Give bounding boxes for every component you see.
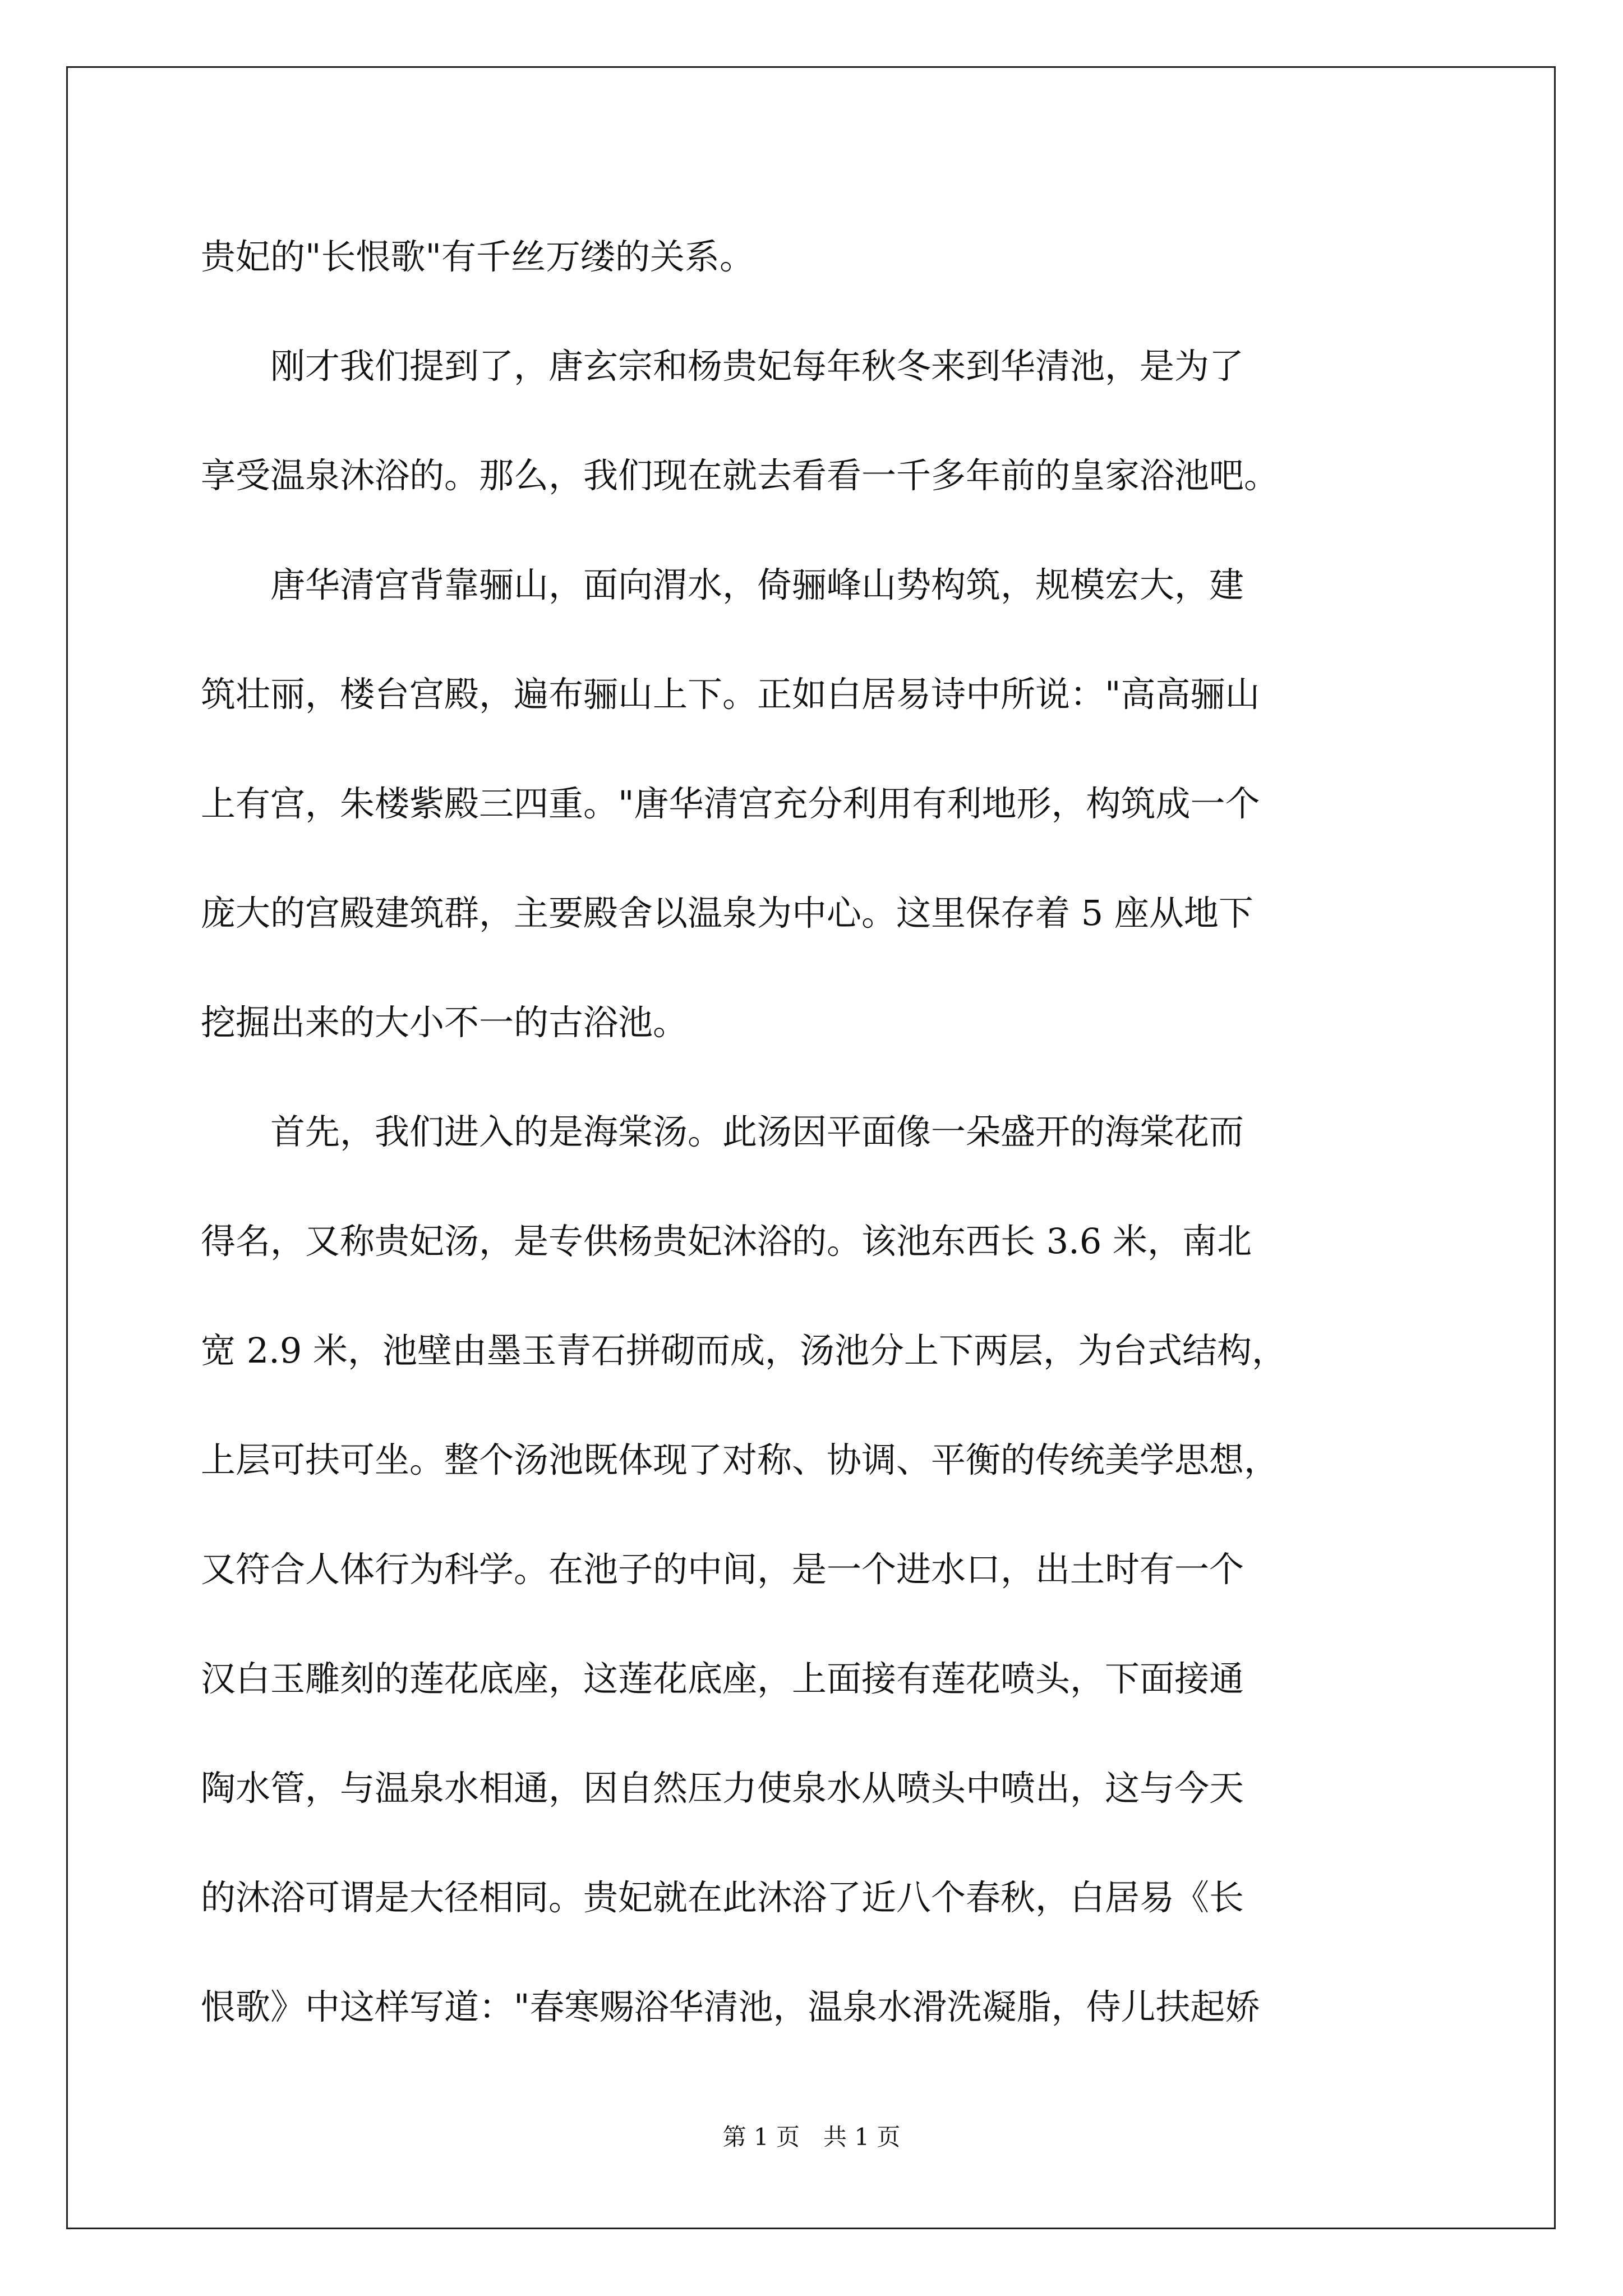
text-line: 得名，又称贵妃汤，是专供杨贵妃沐浴的。该池东西长 3.6 米，南北 [201,1221,1252,1262]
text-line: 唐华清宫背靠骊山，面向渭水，倚骊峰山势构筑，规模宏大，建 [201,564,1244,605]
text-line: 上有宫，朱楼紫殿三四重。"唐华清宫充分利用有利地形，构筑成一个 [201,783,1260,824]
text-line: 享受温泉沐浴的。那么，我们现在就去看看一千多年前的皇家浴池吧。 [201,455,1279,496]
text-line: 刚才我们提到了，唐玄宗和杨贵妃每年秋冬来到华清池，是为了 [201,346,1244,386]
text-line: 挖掘出来的大小不一的古浴池。 [201,1002,688,1043]
text-line: 的沐浴可谓是大径相同。贵妃就在此沐浴了近八个春秋，白居易《长 [201,1877,1244,1918]
text-line: 上层可扶可坐。整个汤池既体现了对称、协调、平衡的传统美学思想， [201,1439,1279,1480]
text-line: 汉白玉雕刻的莲花底座，这莲花底座，上面接有莲花喷头，下面接通 [201,1658,1244,1699]
page-footer: 第 1 页 共 1 页 [722,2123,901,2151]
text-line: 首先，我们进入的是海棠汤。此汤因平面像一朵盛开的海棠花而 [201,1111,1244,1152]
text-line: 贵妃的"长恨歌"有千丝万缕的关系。 [201,236,755,277]
text-line: 庞大的宫殿建筑群，主要殿舍以温泉为中心。这里保存着 5 座从地下 [201,892,1253,933]
text-line: 恨歌》中这样写道："春寒赐浴华清池，温泉水滑洗凝脂，侍儿扶起娇 [201,1986,1260,2027]
text-line: 宽 2.9 米，池壁由墨玉青石拼砌而成，汤池分上下两层，为台式结构， [201,1330,1287,1371]
text-line: 又符合人体行为科学。在池子的中间，是一个进水口，出土时有一个 [201,1549,1244,1590]
text-line: 筑壮丽，楼台宫殿，遍布骊山上下。正如白居易诗中所说："高高骊山 [201,674,1260,715]
text-line: 陶水管，与温泉水相通，因自然压力使泉水从喷头中喷出，这与今天 [201,1768,1244,1809]
document-body [201,202,1429,2062]
